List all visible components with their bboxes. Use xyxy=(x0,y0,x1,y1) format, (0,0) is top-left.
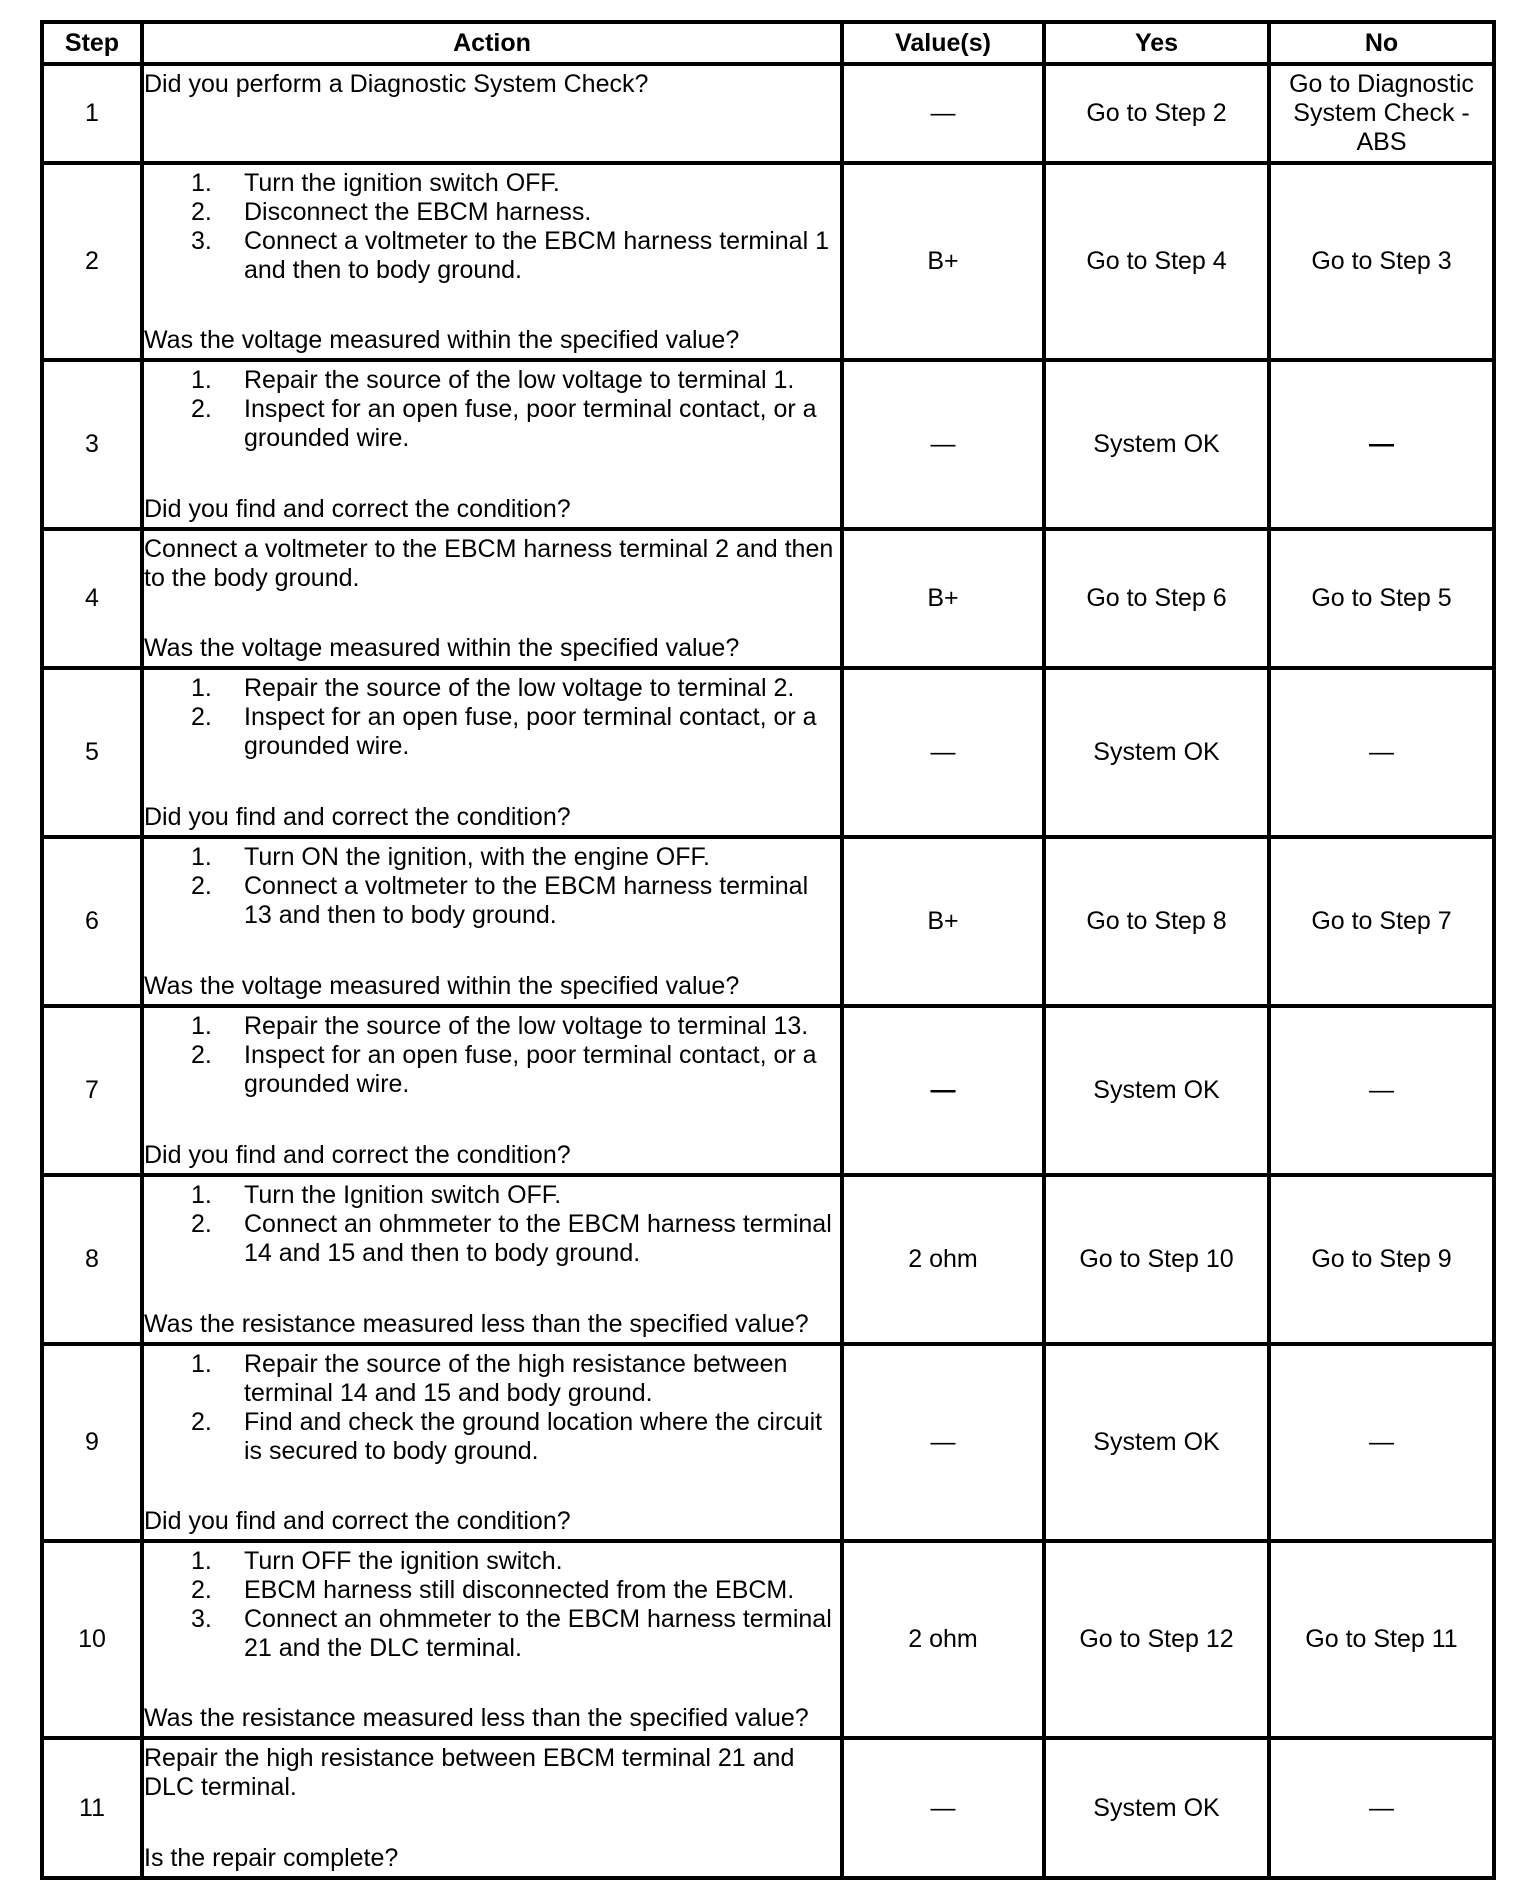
list-item: Turn ON the ignition, with the engine OFF. xyxy=(244,843,710,871)
header-row xyxy=(42,22,1494,64)
action-question: Was the voltage measured within the specified value? xyxy=(144,326,740,354)
action-steps-list xyxy=(144,1350,840,1466)
action-question: Was the resistance measured less than the specified value? xyxy=(144,1310,809,1338)
yes-cell: Go to Step 6 xyxy=(1044,529,1269,668)
yes-cell: System OK xyxy=(1044,360,1269,529)
list-item: Repair the source of the low voltage to terminal 2. xyxy=(244,674,795,702)
header-no: No xyxy=(1269,22,1494,64)
step-number: 8 xyxy=(42,1175,142,1344)
action-question: Was the resistance measured less than the specified value? xyxy=(144,1704,809,1732)
list-item: Inspect for an open fuse, poor terminal contact, or a grounded wire. xyxy=(244,703,817,760)
step-number: 11 xyxy=(42,1738,142,1878)
list-item: Turn the ignition switch OFF. xyxy=(244,169,560,197)
no-cell: Go to Step 5 xyxy=(1269,529,1494,668)
action-steps-list xyxy=(144,366,840,453)
step-number: 5 xyxy=(42,668,142,837)
header-yes: Yes xyxy=(1044,22,1269,64)
action-question: Did you find and correct the condition? xyxy=(144,1141,571,1169)
step-number: 1 xyxy=(42,64,142,163)
value-cell: B+ xyxy=(842,529,1044,668)
yes-cell: System OK xyxy=(1044,1738,1269,1878)
action-cell xyxy=(142,1175,842,1344)
step-number: 10 xyxy=(42,1541,142,1738)
value-cell: — xyxy=(842,64,1044,163)
yes-cell: Go to Step 10 xyxy=(1044,1175,1269,1344)
list-item: Turn OFF the ignition switch. xyxy=(244,1547,563,1575)
table-row xyxy=(42,1541,1494,1738)
list-item: Turn the Ignition switch OFF. xyxy=(244,1181,562,1209)
value-cell: 2 ohm xyxy=(842,1175,1044,1344)
action-steps-list xyxy=(144,1181,840,1268)
list-item: Repair the source of the high resistance between terminal 14 and 15 and body ground. xyxy=(244,1350,788,1407)
table-row xyxy=(42,1175,1494,1344)
list-item: Connect an ohmmeter to the EBCM harness terminal 21 and the DLC terminal. xyxy=(244,1605,832,1662)
value-cell: — xyxy=(842,668,1044,837)
no-cell: Go to Step 3 xyxy=(1269,163,1494,360)
header-action: Action xyxy=(142,22,842,64)
action-cell xyxy=(142,529,842,668)
no-cell: Go to Step 11 xyxy=(1269,1541,1494,1738)
action-question: Was the voltage measured within the specified value? xyxy=(144,972,740,1000)
list-item: Inspect for an open fuse, poor terminal contact, or a grounded wire. xyxy=(244,395,817,452)
no-cell: Go to Diagnostic System Check - ABS xyxy=(1269,64,1494,163)
no-cell: Go to Step 9 xyxy=(1269,1175,1494,1344)
table-row xyxy=(42,837,1494,1006)
step-number: 9 xyxy=(42,1344,142,1541)
value-cell: — xyxy=(842,1738,1044,1878)
action-cell xyxy=(142,1541,842,1738)
value-cell: B+ xyxy=(842,163,1044,360)
table-row xyxy=(42,529,1494,668)
value-cell: — xyxy=(842,1344,1044,1541)
action-cell xyxy=(142,360,842,529)
list-item: Find and check the ground location where the circuit is secured to body ground. xyxy=(244,1408,823,1465)
list-item: Repair the source of the low voltage to terminal 1. xyxy=(244,366,795,394)
diagnostic-table xyxy=(40,20,1496,1880)
yes-cell: Go to Step 2 xyxy=(1044,64,1269,163)
yes-cell: Go to Step 8 xyxy=(1044,837,1269,1006)
action-steps-list xyxy=(144,674,840,761)
action-cell xyxy=(142,668,842,837)
action-steps-list xyxy=(144,843,840,930)
action-cell xyxy=(142,1006,842,1175)
no-cell: — xyxy=(1269,360,1494,529)
table-row xyxy=(42,1006,1494,1175)
step-number: 7 xyxy=(42,1006,142,1175)
table-body xyxy=(42,64,1494,1878)
table-row xyxy=(42,1738,1494,1878)
step-number: 6 xyxy=(42,837,142,1006)
yes-cell: Go to Step 12 xyxy=(1044,1541,1269,1738)
value-cell: — xyxy=(842,1006,1044,1175)
action-cell xyxy=(142,64,842,163)
action-cell xyxy=(142,1738,842,1878)
action-cell xyxy=(142,163,842,360)
list-item: Connect a voltmeter to the EBCM harness terminal 1 and then to body ground. xyxy=(244,227,829,284)
action-intro: Connect a voltmeter to the EBCM harness terminal 2 and then to the body ground. xyxy=(144,535,834,592)
header-value: Value(s) xyxy=(842,22,1044,64)
action-steps-list xyxy=(144,1012,840,1099)
action-question: Did you find and correct the condition? xyxy=(144,803,571,831)
value-cell: 2 ohm xyxy=(842,1541,1044,1738)
step-number: 3 xyxy=(42,360,142,529)
list-item: Connect an ohmmeter to the EBCM harness terminal 14 and 15 and then to body ground. xyxy=(244,1210,832,1267)
list-item: EBCM harness still disconnected from the EBCM. xyxy=(244,1576,795,1604)
yes-cell: System OK xyxy=(1044,668,1269,837)
table-row xyxy=(42,1344,1494,1541)
header-step: Step xyxy=(42,22,142,64)
table-row xyxy=(42,668,1494,837)
no-cell: — xyxy=(1269,668,1494,837)
yes-cell: Go to Step 4 xyxy=(1044,163,1269,360)
value-cell: B+ xyxy=(842,837,1044,1006)
value-cell: — xyxy=(842,360,1044,529)
action-cell xyxy=(142,837,842,1006)
action-intro: Repair the high resistance between EBCM terminal 21 and DLC terminal. xyxy=(144,1744,795,1801)
step-number: 4 xyxy=(42,529,142,668)
list-item: Connect a voltmeter to the EBCM harness terminal 13 and then to body ground. xyxy=(244,872,809,929)
yes-cell: System OK xyxy=(1044,1344,1269,1541)
no-cell: — xyxy=(1269,1006,1494,1175)
action-question: Was the voltage measured within the specified value? xyxy=(144,634,740,662)
list-item: Disconnect the EBCM harness. xyxy=(244,198,592,226)
list-item: Inspect for an open fuse, poor terminal contact, or a grounded wire. xyxy=(244,1041,817,1098)
action-question: Did you find and correct the condition? xyxy=(144,1507,571,1535)
action-cell xyxy=(142,1344,842,1541)
action-intro: Did you perform a Diagnostic System Check? xyxy=(144,70,649,98)
action-question: Did you find and correct the condition? xyxy=(144,495,571,523)
no-cell: — xyxy=(1269,1738,1494,1878)
action-question: Is the repair complete? xyxy=(144,1844,399,1872)
table-row xyxy=(42,64,1494,163)
action-steps-list xyxy=(144,169,840,285)
yes-cell: System OK xyxy=(1044,1006,1269,1175)
table-row xyxy=(42,360,1494,529)
step-number: 2 xyxy=(42,163,142,360)
table-row xyxy=(42,163,1494,360)
action-steps-list xyxy=(144,1547,840,1663)
list-item: Repair the source of the low voltage to terminal 13. xyxy=(244,1012,809,1040)
no-cell: Go to Step 7 xyxy=(1269,837,1494,1006)
no-cell: — xyxy=(1269,1344,1494,1541)
